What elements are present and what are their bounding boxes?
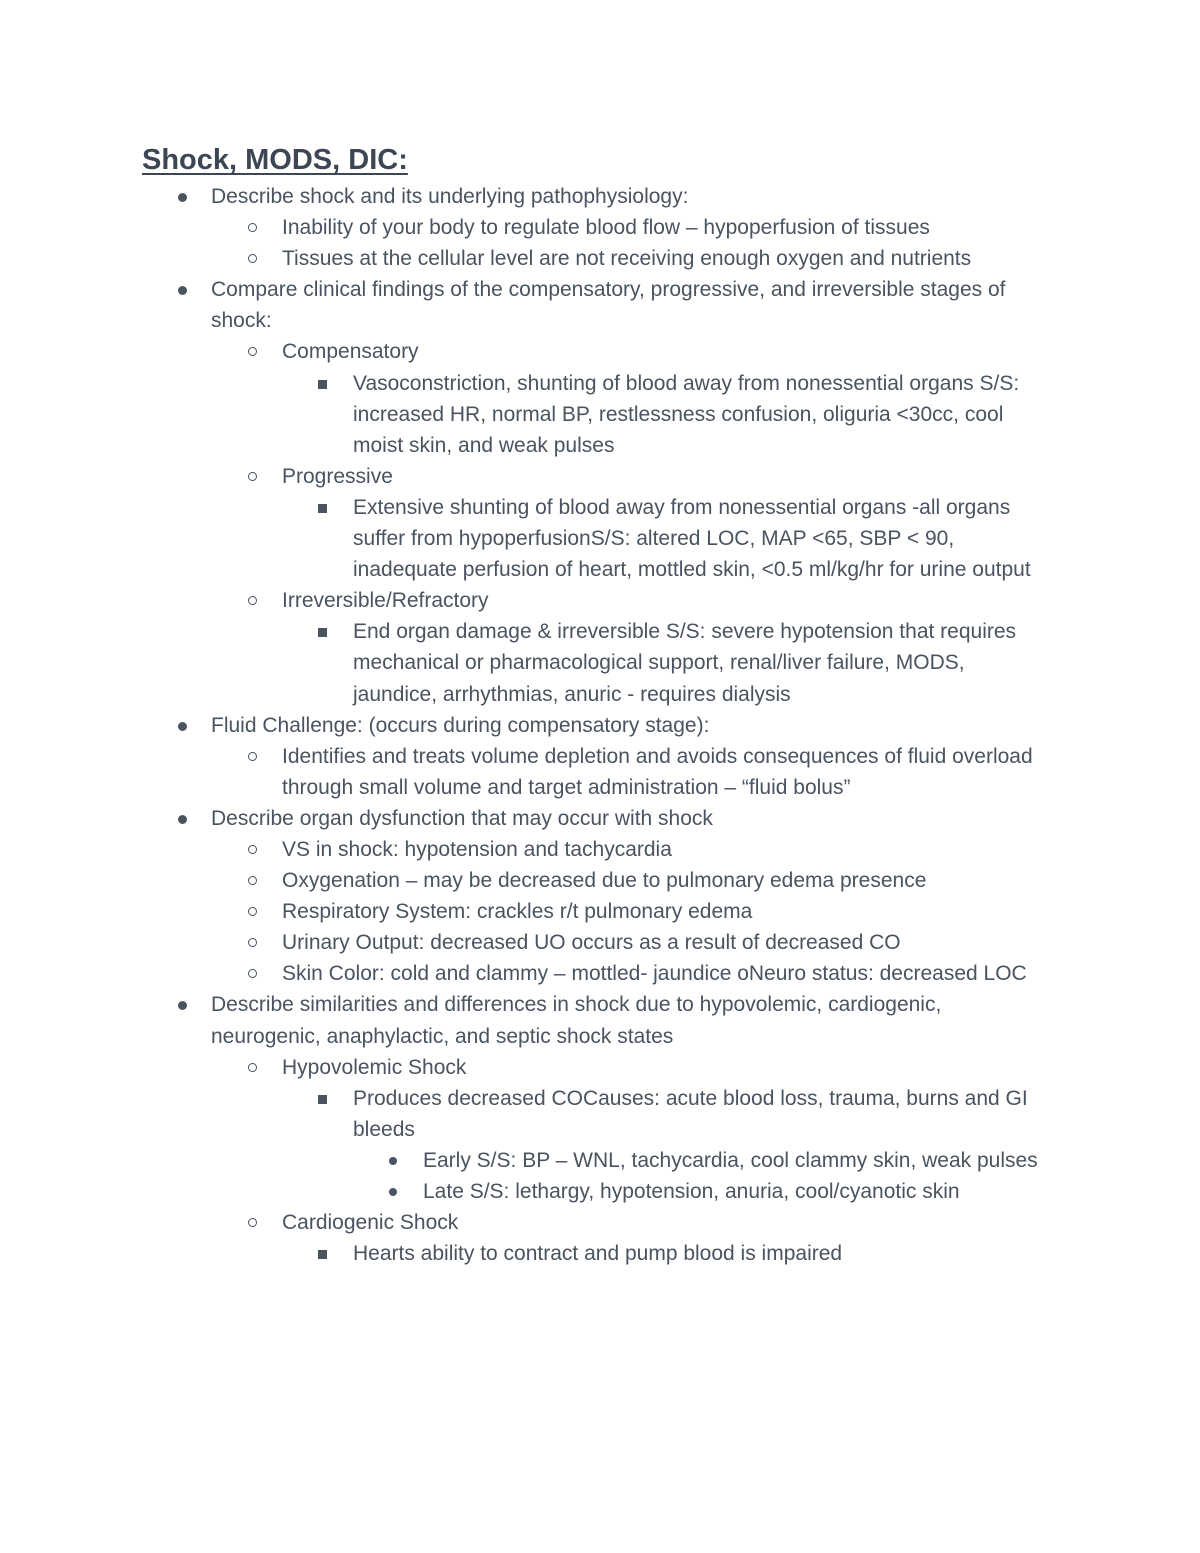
- list-item: [0, 1145, 1053, 1176]
- list-item-text: Describe shock and its underlying pathophysiology:: [211, 185, 689, 208]
- list-item: [0, 927, 1062, 958]
- list-item-text: Progressive: [282, 464, 393, 488]
- sub-list: [0, 741, 1031, 803]
- list-item: [0, 336, 1062, 460]
- list-item-text: Fluid Challenge: (occurs during compensatory stage):: [211, 713, 710, 737]
- page-title: Shock, MODS, DIC:: [142, 144, 408, 176]
- bullet-circle-icon: [248, 845, 257, 854]
- bullet-disc-icon: [178, 286, 187, 295]
- bullet-square-icon: [318, 504, 327, 513]
- bullet-square-icon: [318, 628, 327, 637]
- bullet-disc-icon: [178, 1001, 187, 1010]
- list-item-text: Compensatory: [282, 340, 419, 364]
- list-item: [0, 243, 1062, 274]
- bullet-circle-icon: [248, 1063, 257, 1072]
- list-item-text: Urinary Output: decreased UO occurs as a result of decreased CO: [282, 931, 901, 955]
- bullet-circle-icon: [248, 254, 257, 263]
- list-item: [0, 865, 1062, 896]
- bullet-circle-icon: [248, 596, 257, 605]
- list-item-text: Extensive shunting of blood away from nonessential organs -all organs suffer from hypoperfusionS/S: altered LOC, MAP <65, SBP < 90, inadequate perfusion of heart, mottled skin, <0.5 ml/kg/hr for urine output: [353, 495, 1031, 582]
- list-item: [0, 710, 1031, 803]
- list-item-text: Oxygenation – may be decreased due to pulmonary edema presence: [282, 869, 927, 893]
- list-item-text: Tissues at the cellular level are not receiving enough oxygen and nutrients: [282, 247, 972, 271]
- list-item: [0, 461, 1062, 585]
- sub-list: [0, 1238, 1062, 1269]
- list-item: [0, 834, 1062, 865]
- list-item-text: Produces decreased COCauses: acute blood loss, trauma, burns and GI bleeds: [353, 1086, 1028, 1141]
- list-item-text: Hearts ability to contract and pump blood is impaired: [353, 1242, 843, 1266]
- list-item: [0, 585, 1062, 709]
- list-item: [0, 212, 1062, 243]
- bullet-circle-icon: [248, 1218, 257, 1227]
- list-item: [0, 989, 1038, 1269]
- list-item: [0, 616, 1053, 709]
- sub-list: [0, 834, 1031, 989]
- list-item-text: Describe similarities and differences in shock due to hypovolemic, cardiogenic, neurogenic, anaphylactic, and septic shock states: [211, 993, 942, 1048]
- bullet-circle-icon: [248, 472, 257, 481]
- list-item: [0, 958, 1062, 989]
- sub-list: [0, 492, 1062, 585]
- list-item-text: End organ damage & irreversible S/S: severe hypotension that requires mechanical or pharmacological support, renal/liver failure, MODS, jaundice, arrhythmias, anuric - requires dialysis: [353, 620, 1017, 706]
- list-item: [0, 274, 1031, 709]
- bullet-circle-icon: [248, 752, 257, 761]
- list-item: [0, 896, 1062, 927]
- sub-list: [0, 336, 1031, 709]
- list-item-text: Irreversible/Refractory: [282, 589, 489, 613]
- sub-list: [0, 212, 1031, 274]
- bullet-disc-icon: [178, 193, 187, 202]
- bullet-square-icon: [318, 380, 327, 389]
- list-item-text: Cardiogenic Shock: [282, 1211, 459, 1235]
- outline-list: [0, 181, 1200, 1269]
- bullet-circle-icon: [248, 347, 257, 356]
- outline-content: [0, 181, 1200, 1269]
- bullet-circle-icon: [248, 938, 257, 947]
- bullet-circle-icon: [248, 223, 257, 232]
- list-item-text: Hypovolemic Shock: [282, 1055, 467, 1079]
- list-item-text: Late S/S: lethargy, hypotension, anuria, cool/cyanotic skin: [423, 1180, 960, 1203]
- bullet-disc-icon: [178, 815, 187, 824]
- list-item-text: VS in shock: hypotension and tachycardia: [282, 837, 672, 861]
- list-item: [0, 1207, 1062, 1269]
- sub-list: [0, 368, 1062, 461]
- bullet-square-icon: [318, 1095, 327, 1104]
- list-item-text: Skin Color: cold and clammy – mottled- jaundice oNeuro status: decreased LOC: [282, 962, 1027, 986]
- bullet-circle-icon: [248, 907, 257, 916]
- list-item: [0, 1083, 1053, 1207]
- list-item-text: Respiratory System: crackles r/t pulmonary edema: [282, 900, 753, 924]
- list-item: [0, 181, 1031, 274]
- bullet-disc-icon: [389, 1157, 397, 1165]
- bullet-circle-icon: [248, 876, 257, 885]
- list-item: [0, 1052, 1062, 1207]
- list-item-text: Compare clinical findings of the compensatory, progressive, and irreversible stages of shock:: [211, 278, 1006, 333]
- list-item-text: Describe organ dysfunction that may occur with shock: [211, 806, 713, 830]
- sub-list: [0, 1145, 1053, 1207]
- bullet-disc-icon: [178, 722, 187, 731]
- bullet-disc-icon: [389, 1188, 397, 1196]
- bullet-square-icon: [318, 1250, 327, 1259]
- list-item: [0, 1238, 1053, 1269]
- list-item: [0, 368, 1053, 461]
- list-item: [0, 1176, 1053, 1207]
- sub-list: [0, 1052, 1038, 1270]
- sub-list: [0, 616, 1062, 709]
- list-item-text: Inability of your body to regulate blood flow – hypoperfusion of tissues: [282, 216, 930, 240]
- list-item-text: Vasoconstriction, shunting of blood away from nonessential organs S/S: increased HR, normal BP, restlessness confusion, oliguria <30cc, cool moist skin, and weak pulses: [353, 371, 1020, 457]
- list-item: [0, 492, 1053, 585]
- list-item-text: Early S/S: BP – WNL, tachycardia, cool clammy skin, weak pulses: [423, 1148, 1038, 1172]
- list-item-text: Identifies and treats volume depletion and avoids consequences of fluid overload through small volume and target administration – “fluid bolus”: [282, 744, 1033, 799]
- bullet-circle-icon: [248, 969, 257, 978]
- list-item: [0, 741, 1062, 803]
- list-item: [0, 803, 1031, 990]
- sub-list: [0, 1083, 1062, 1207]
